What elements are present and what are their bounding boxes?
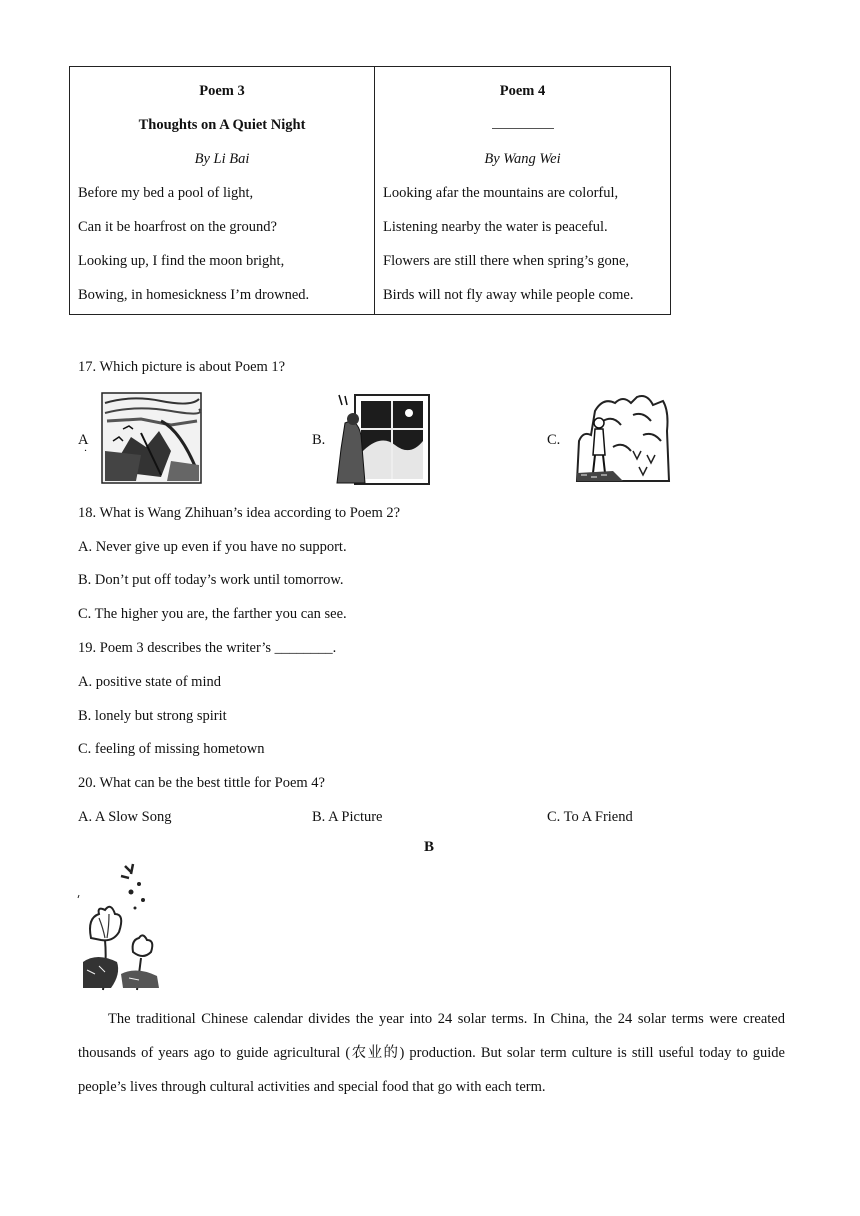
question-20: 20. What can be the best tittle for Poem 4? [78, 775, 325, 791]
section-b-paragraph: The traditional Chinese calendar divides the year into 24 solar terms. In China, the 24 solar terms were created thousands of years ago to guide agricultural (农业的) production. But solar term culture is still useful today to guide people’s lives through cultural activities and special food that go with each term. [78, 1011, 785, 1095]
q17-option-a-dot: ． [84, 443, 94, 454]
q19-option-c: C. feeling of missing hometown [78, 741, 265, 757]
q17-option-a-label: A [78, 432, 89, 448]
q17-option-b-label: B. [312, 432, 326, 448]
poem-4-title-blank [375, 117, 670, 133]
q18-option-a: A. Never give up even if you have no support. [78, 539, 347, 555]
poem-4-heading: Poem 4 [499, 83, 546, 99]
question-18: 18. What is Wang Zhihuan’s idea according to Poem 2? [78, 505, 401, 521]
poem-3-line: Before my bed a pool of light, [78, 185, 254, 201]
poem-4-line: Looking afar the mountains are colorful, [383, 185, 619, 201]
question-19: 19. Poem 3 describes the writer’s ________. [78, 640, 337, 656]
poem-3-author: By Li Bai [194, 151, 250, 167]
question-17: 17. Which picture is about Poem 1? [78, 359, 286, 375]
poem-4-line: Flowers are still there when spring’s gone, [383, 253, 630, 269]
lotus-ink-picture [77, 862, 167, 992]
poem-3-title: Thoughts on A Quiet Night [138, 117, 306, 133]
section-b-heading: B [424, 839, 435, 855]
poem-4-cell [375, 67, 670, 314]
poem-3-heading: Poem 3 [199, 83, 245, 99]
q20-option-c: C. To A Friend [547, 809, 633, 825]
poem-table [69, 66, 671, 315]
poem-3-cell [70, 67, 375, 314]
poem-3-line: Bowing, in homesickness I’m drowned. [78, 287, 310, 303]
q19-option-b: B. lonely but strong spirit [78, 708, 227, 724]
poem-4-line: Birds will not fly away while people come. [383, 287, 634, 303]
q18-option-b: B. Don’t put off today’s work until tomorrow. [78, 572, 344, 588]
window-moon-picture [335, 393, 431, 486]
mountain-person-picture [573, 391, 671, 485]
poem-4-author: By Wang Wei [484, 151, 561, 167]
poem-3-line: Can it be hoarfrost on the ground? [78, 219, 277, 235]
q18-option-c: C. The higher you are, the farther you can see. [78, 606, 347, 622]
q20-option-a: A. A Slow Song [78, 809, 172, 825]
q17-option-c-label: C. [547, 432, 561, 448]
q20-option-b: B. A Picture [312, 809, 383, 825]
poem-3-line: Looking up, I find the moon bright, [78, 253, 285, 269]
boat-river-picture [101, 391, 203, 485]
q19-option-a: A. positive state of mind [78, 674, 221, 690]
poem-4-line: Listening nearby the water is peaceful. [383, 219, 608, 235]
